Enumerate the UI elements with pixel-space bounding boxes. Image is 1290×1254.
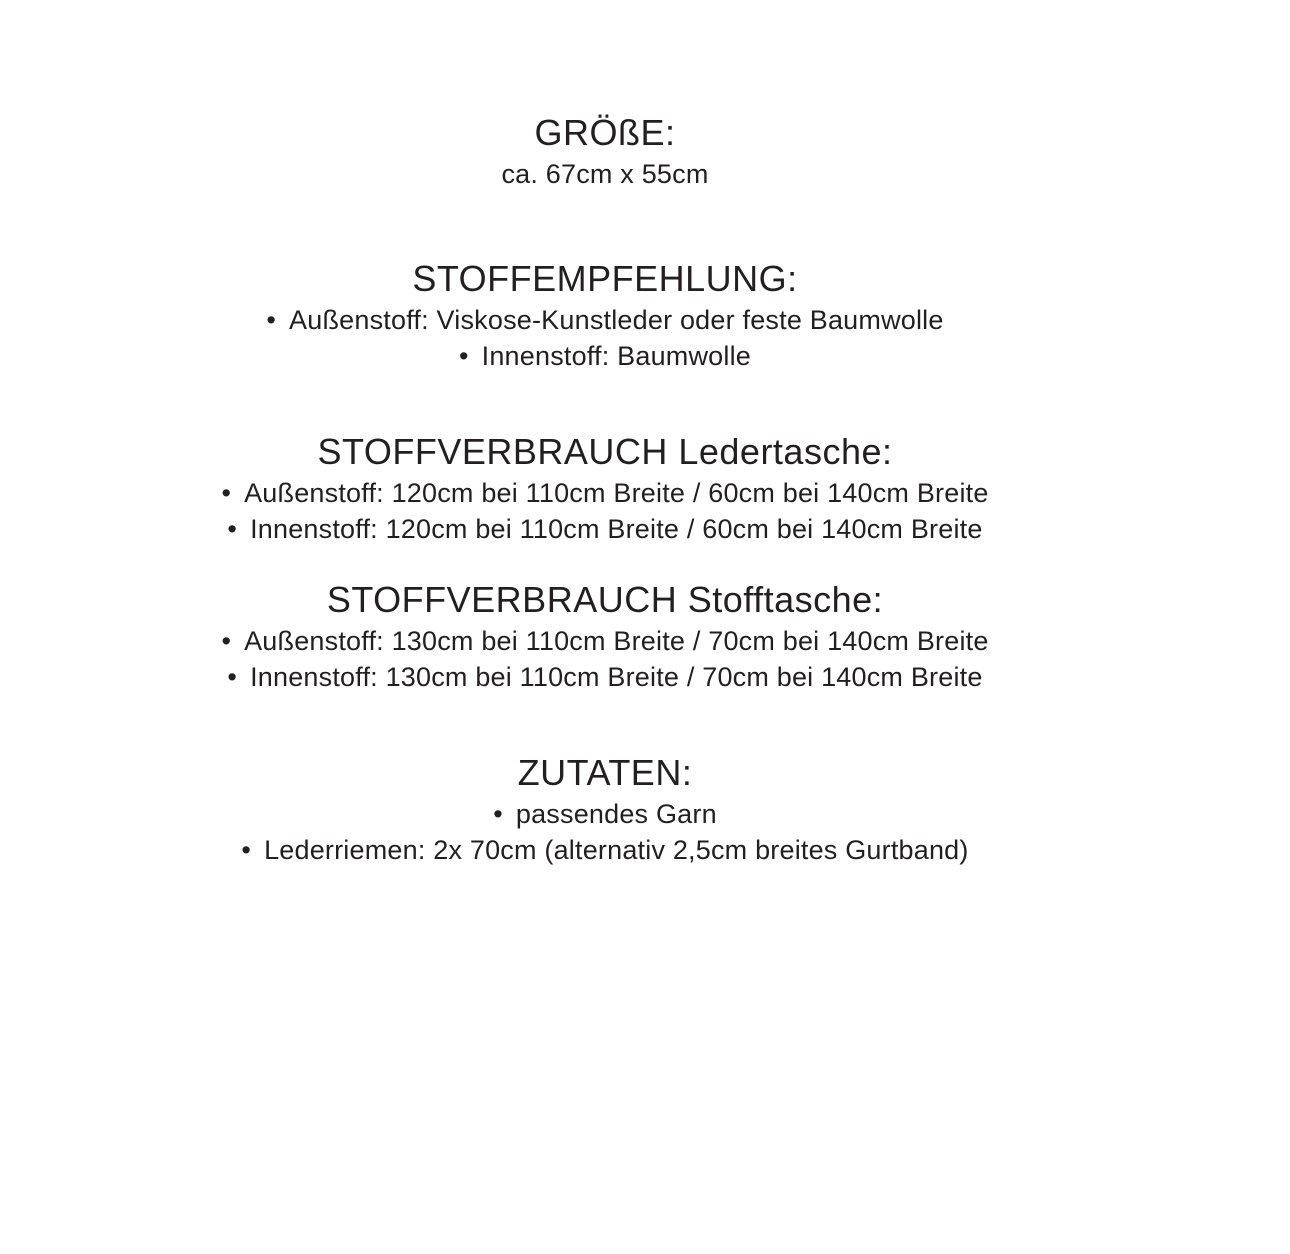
bullet-marker: • [221,478,232,508]
bullet-marker: • [227,514,238,544]
section-stoffverbrauch-stofftasche [0,577,1210,695]
item-text: passendes Garn [515,799,717,829]
list-item [0,659,1210,695]
item-text: Außenstoff: 120cm bei 110cm Breite / 60cm bei 140cm Breite [244,478,989,508]
item-text: Innenstoff: 130cm bei 110cm Breite / 70cm bei 140cm Breite [250,662,983,692]
section-stoffempfehlung [0,256,1210,374]
bullet-marker: • [458,341,469,371]
bullet-marker: • [221,626,232,656]
item-text: ca. 67cm x 55cm [501,159,709,189]
section-heading-stoffverbrauch-ledertasche: STOFFVERBRAUCH Ledertasche: [317,431,893,472]
item-text: Außenstoff: Viskose-Kunstleder oder feste Baumwolle [289,305,944,335]
section-stoffverbrauch-ledertasche [0,429,1210,547]
bullet-marker: • [241,835,252,865]
section-heading-stoffverbrauch-stofftasche: STOFFVERBRAUCH Stofftasche: [326,579,884,620]
section-heading-groesse: GRÖßE: [534,112,676,153]
section-heading-stoffempfehlung: STOFFEMPFEHLUNG: [412,258,798,299]
section-groesse [0,110,1210,192]
list-item [0,338,1210,374]
list-item [0,475,1210,511]
list-item [0,156,1210,192]
bullet-marker: • [227,662,238,692]
list-item [0,302,1210,338]
item-text: Lederriemen: 2x 70cm (alternativ 2,5cm breites Gurtband) [264,835,969,865]
list-item [0,832,1210,868]
list-item [0,511,1210,547]
list-item [0,796,1210,832]
bullet-marker: • [493,799,503,829]
item-text: Außenstoff: 130cm bei 110cm Breite / 70cm bei 140cm Breite [244,626,989,656]
bullet-marker: • [266,305,277,335]
section-heading-zutaten: ZUTATEN: [517,752,693,793]
item-text: Innenstoff: Baumwolle [481,341,752,371]
section-zutaten [0,750,1210,868]
item-text: Innenstoff: 120cm bei 110cm Breite / 60cm bei 140cm Breite [250,514,983,544]
list-item [0,623,1210,659]
